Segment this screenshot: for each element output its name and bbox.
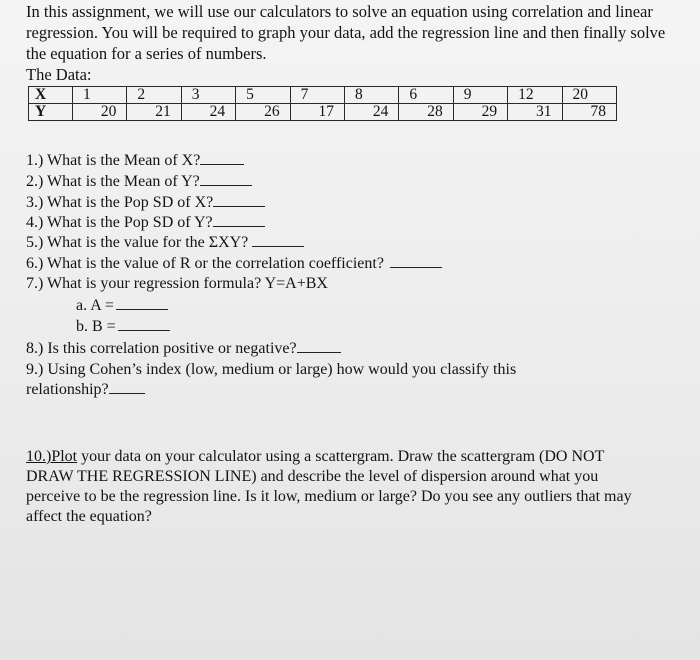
question-3-text: 3.) What is the Pop SD of X? <box>26 194 214 211</box>
answer-blank-1[interactable] <box>200 163 244 165</box>
y-value: 24 <box>344 104 398 121</box>
answer-blank-3[interactable] <box>213 205 265 207</box>
table-row-x <box>29 87 617 104</box>
y-value: 26 <box>236 104 290 121</box>
y-value: 24 <box>181 104 235 121</box>
question-5 <box>26 233 304 253</box>
question-2 <box>26 172 252 192</box>
question-10-text: your data on your calculator using a scattergram. Draw the scattergram (DO NOT DRAW THE REGRESSION LINE) and describe the level of dispersion around what you perceive to be the regression line. Is it low, medium or large? Do you see any outliers that may affect the equation? <box>26 448 632 525</box>
question-9-text-line2: relationship? <box>26 381 109 398</box>
x-header: X <box>29 87 73 104</box>
question-8-text: 8.) Is this correlation positive or negative? <box>26 340 297 357</box>
question-3 <box>26 193 265 213</box>
question-9 <box>26 360 516 380</box>
y-value: 29 <box>453 104 507 121</box>
question-7-text: 7.) What is your regression formula? Y=A+BX <box>26 275 328 292</box>
question-4-text: 4.) What is the Pop SD of Y? <box>26 214 213 231</box>
data-table <box>28 86 617 121</box>
x-value: 3 <box>181 87 235 104</box>
table-row-y <box>29 104 617 121</box>
question-1 <box>26 151 244 171</box>
data-label: The Data: <box>26 65 92 84</box>
question-7b <box>76 317 170 337</box>
answer-blank-4[interactable] <box>213 225 265 227</box>
answer-blank-6[interactable] <box>390 266 442 268</box>
x-value: 1 <box>73 87 127 104</box>
y-value: 21 <box>127 104 181 121</box>
question-4 <box>26 213 265 233</box>
y-value: 17 <box>290 104 344 121</box>
x-value: 12 <box>508 87 562 104</box>
y-value: 28 <box>399 104 453 121</box>
question-10 <box>26 447 646 527</box>
question-6-text: 6.) What is the value of R or the correlation coefficient? <box>26 255 384 272</box>
y-header: Y <box>29 104 73 121</box>
x-value: 7 <box>290 87 344 104</box>
question-9-continued <box>26 380 145 400</box>
question-9-text: 9.) Using Cohen’s index (low, medium or large) how would you classify this <box>26 361 517 378</box>
x-value: 5 <box>236 87 290 104</box>
answer-blank-8[interactable] <box>297 351 341 353</box>
x-value: 8 <box>344 87 398 104</box>
question-10-number: 10.)Plot <box>26 448 78 465</box>
answer-blank-9[interactable] <box>109 392 145 394</box>
question-5-text: 5.) What is the value for the ΣXY? <box>26 234 249 251</box>
question-2-text: 2.) What is the Mean of Y? <box>26 173 200 190</box>
x-value: 9 <box>453 87 507 104</box>
intro-paragraph <box>26 1 676 64</box>
x-value: 6 <box>399 87 453 104</box>
intro-text: In this assignment, we will use our calculators to solve an equation using correlation and linear regression. You will be required to graph your data, add the regression line and then finally solve the equation for a series of numbers. <box>26 2 666 63</box>
answer-blank-7b[interactable] <box>118 329 170 331</box>
question-8 <box>26 339 341 359</box>
y-value: 78 <box>562 104 616 121</box>
question-1-text: 1.) What is the Mean of X? <box>26 152 201 169</box>
question-7 <box>26 274 328 294</box>
question-7a <box>76 296 168 316</box>
question-7a-text: a. A = <box>76 297 114 314</box>
answer-blank-2[interactable] <box>200 184 252 186</box>
question-6 <box>26 254 442 274</box>
x-value: 2 <box>127 87 181 104</box>
question-7b-text: b. B = <box>76 318 116 335</box>
y-value: 31 <box>508 104 562 121</box>
answer-blank-7a[interactable] <box>116 308 168 310</box>
answer-blank-5[interactable] <box>252 245 304 247</box>
y-value: 20 <box>73 104 127 121</box>
x-value: 20 <box>562 87 616 104</box>
